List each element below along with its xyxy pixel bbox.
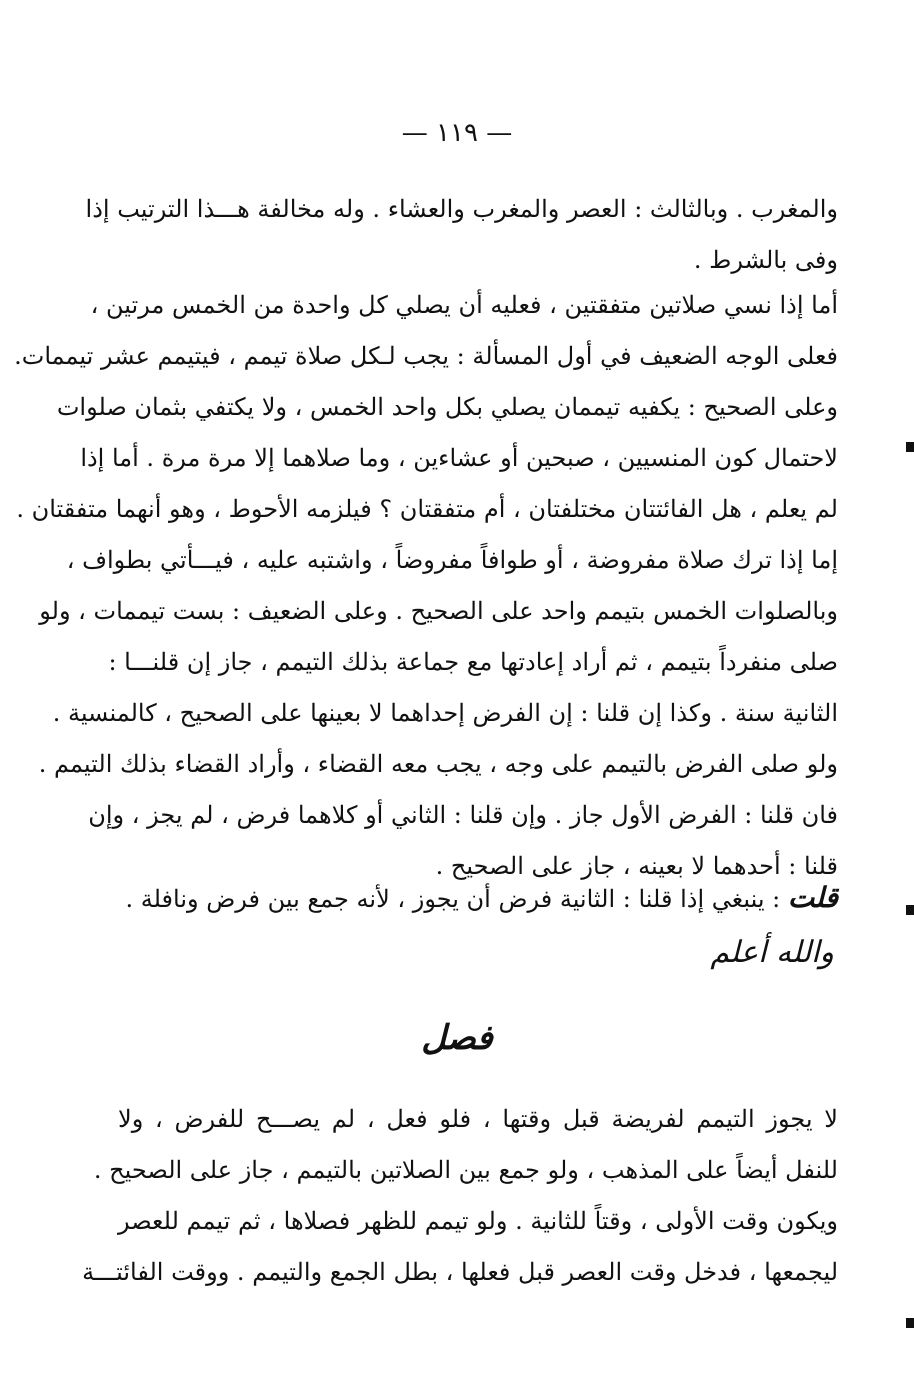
paragraph-3 [118, 872, 838, 923]
section-paragraph [82, 1094, 838, 1298]
text-line-content: : ينبغي إذا قلنا : الثانية فرض أن يجوز ، لأنه جمع بين فرض ونافلة . [125, 885, 788, 913]
text-line: ليجمعها ، فدخل وقت العصر قبل فعلها ، بطل الجمع والتيمم . ووقت الفائتـــة [82, 1258, 838, 1286]
margin-mark [906, 442, 914, 452]
text-line: لا يجوز التيمم لفريضة قبل وقتها ، فلو فعل ، لم يصـــح للفرض ، ولا [118, 1105, 838, 1133]
text-line: فعلى الوجه الضعيف في أول المسألة : يجب لـكل صلاة تيمم ، فيتيمم عشر تيممات. [14, 342, 838, 370]
text-line [118, 872, 838, 923]
text-line: إما إذا ترك صلاة مفروضة ، أو طوافاً مفروضاً ، واشتبه عليه ، فيـــأتي بطواف ، [66, 546, 838, 574]
lead-word: قلت [787, 881, 838, 914]
text-line: الثانية سنة . وكذا إن قلنا : إن الفرض إحداهما لا بعينها على الصحيح ، كالمنسية . [52, 699, 838, 727]
text-line: فان قلنا : الفرض الأول جاز . وإن قلنا : الثاني أو كلاهما فرض ، لم يجز ، وإن [88, 801, 838, 829]
text-line: أما إذا نسي صلاتين متفقتين ، فعليه أن يصلي كل واحدة من الخمس مرتين ، [90, 291, 838, 319]
margin-mark [906, 1318, 914, 1328]
section-title: فصل [421, 1018, 493, 1058]
text-line: لم يعلم ، هل الفائتتان مختلفتان ، أم متفقتان ؟ فيلزمه الأحوط ، وهو أنهما متفقتان . [16, 495, 838, 523]
text-line: وعلى الصحيح : يكفيه تيممان يصلي بكل واحد الخمس ، ولا يكتفي بثمان صلوات [56, 393, 838, 421]
text-line: قلنا : أحدهما لا بعينه ، جاز على الصحيح . [435, 852, 838, 880]
text-line: وفى بالشرط . [693, 246, 838, 274]
paragraph-2 [14, 280, 838, 892]
margin-mark [906, 905, 914, 915]
text-line: والمغرب . وبالثالث : العصر والمغرب والعشاء . وله مخالفة هـــذا الترتيب إذا [85, 195, 838, 223]
closing-formula: والله أعلم [710, 935, 834, 970]
text-line: وبالصلوات الخمس بتيمم واحد على الصحيح . وعلى الضعيف : بست تيممات ، ولو [39, 597, 838, 625]
text-line: ولو صلى الفرض بالتيمم على وجه ، يجب معه القضاء ، وأراد القضاء بذلك التيمم . [38, 750, 838, 778]
text-line: للنفل أيضاً على المذهب ، ولو جمع بين الصلاتين بالتيمم ، جاز على الصحيح . [93, 1156, 838, 1184]
text-line: صلى منفرداً بتيمم ، ثم أراد إعادتها مع جماعة بذلك التيمم ، جاز إن قلنـــا : [108, 648, 838, 676]
text-line: لاحتمال كون المنسيين ، صبحين أو عشاءين ، وما صلاهما إلا مرة مرة . أما إذا [80, 444, 838, 472]
page-number: — ١١٩ — [401, 118, 513, 148]
text-line: ويكون وقت الأولى ، وقتاً للثانية . ولو تيمم للظهر فصلاها ، ثم تيمم للعصر [118, 1207, 838, 1235]
paragraph-1 [85, 184, 838, 286]
